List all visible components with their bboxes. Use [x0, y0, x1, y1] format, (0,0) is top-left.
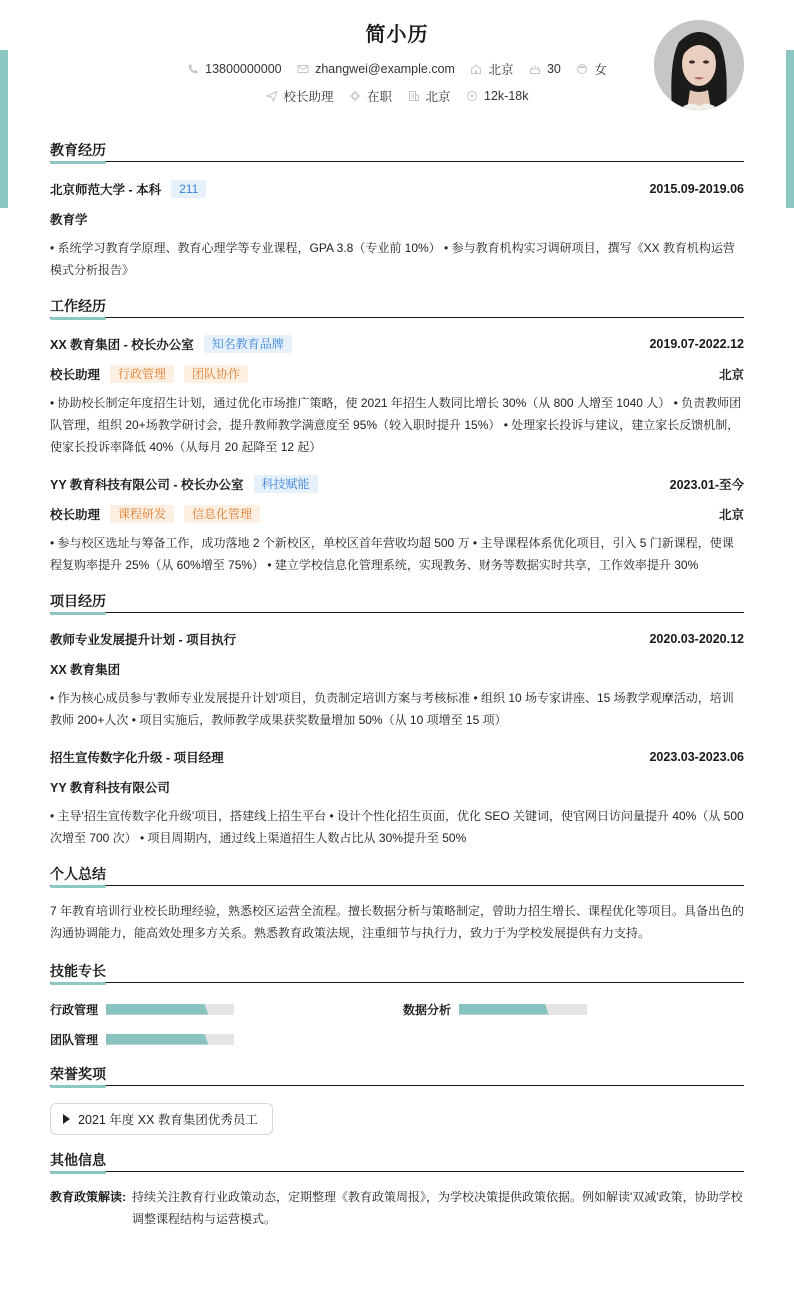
skill-name: 团队管理 — [50, 1032, 99, 1047]
education-date: 2015.09-2019.06 — [649, 182, 744, 196]
job-intent-row — [50, 87, 744, 105]
role-tag: 团队协作 — [184, 365, 248, 383]
skill-name: 数据分析 — [403, 1002, 452, 1017]
section-title-skills: 技能专长 — [50, 961, 744, 983]
project-name-row — [50, 629, 744, 649]
work-description: • 协助校长制定年度招生计划，通过优化市场推广策略，使 2021 年招生人数同比增长 30%（从 800 人增至 1040 人） • 负责教师团队管理，组织 20+场教学研讨会，提升教师教学满意度至 95%（较入职时提升 15%） • 处理家长投诉与建议，建立家长反馈机制，使家长投诉率降低 40%（从每月 20 起降至 12 起） — [50, 396, 742, 454]
other-text: 持续关注教育行业政策动态，定期整理《教育政策周报》，为学校决策提供政策依据。例如解读'双减'政策，协助学校调整课程结构与运营模式。 — [132, 1190, 743, 1226]
project-org: YY 教育科技有限公司 — [50, 781, 170, 795]
left-accent-bar — [0, 50, 8, 208]
school-name: 北京师范大学 - 本科 — [50, 183, 162, 197]
company-tag: 知名教育品牌 — [204, 335, 292, 353]
role-title: 校长助理 — [50, 508, 101, 522]
role-title: 校长助理 — [50, 368, 101, 382]
send-icon — [266, 90, 278, 102]
work-location: 北京 — [718, 508, 744, 522]
work-location: 北京 — [718, 368, 744, 382]
work-role-row — [50, 504, 744, 524]
intent-position: 校长助理 — [266, 87, 334, 105]
skill-bar — [106, 1034, 234, 1045]
project-item — [50, 747, 744, 849]
section-title-work: 工作经历 — [50, 296, 744, 318]
role-tag: 行政管理 — [110, 365, 174, 383]
skill-item — [50, 1001, 403, 1017]
project-description: • 主导'招生宣传数字化升级'项目，搭建线上招生平台 • 设计个性化招生页面，优化 SEO 关键词，使官网日访问量提升 40%（从 500 次增至 700 次） • 项目周期内，通过线上渠道招生人数占比从 30%提升至 50% — [50, 809, 744, 845]
intent-status: 在职 — [349, 87, 392, 105]
salary-icon — [466, 90, 478, 102]
skill-bar — [106, 1004, 234, 1015]
major-row — [50, 209, 744, 229]
work-date: 2019.07-2022.12 — [649, 337, 744, 351]
company-tag: 科技赋能 — [254, 475, 318, 493]
skills-section — [50, 961, 744, 1047]
right-accent-bar — [786, 50, 794, 208]
section-title-awards: 荣誉奖项 — [50, 1064, 744, 1086]
work-item — [50, 334, 744, 458]
award-item[interactable] — [50, 1103, 273, 1135]
disclosure-triangle-icon — [63, 1114, 70, 1124]
project-org: XX 教育集团 — [50, 663, 121, 677]
avatar — [654, 20, 744, 110]
skill-bar-fill — [106, 1034, 208, 1045]
contact-gender: 女 — [576, 60, 607, 78]
intent-salary: 12k-18k — [466, 89, 528, 103]
work-description: • 参与校区选址与筹备工作，成功落地 2 个新校区，单校区首年营收均超 500 万 • 主导课程体系优化项目，引入 5 门新课程，使课程复购率提升 25%（从 60%增至 75%） • 建立学校信息化管理系统，实现教务、财务等数据实时共享，工作效率提升 30% — [50, 536, 734, 572]
gender-icon — [576, 63, 588, 75]
building-icon — [408, 90, 420, 102]
contact-email: zhangwei@example.com — [297, 62, 455, 76]
skill-bar-fill — [459, 1004, 549, 1015]
contact-info-row — [50, 60, 744, 78]
resume-header — [50, 0, 744, 125]
education-description: • 系统学习教育学原理、教育心理学等专业课程，GPA 3.8（专业前 10%） • 参与教育机构实习调研项目，撰写《XX 教育机构运营模式分析报告》 — [50, 241, 735, 277]
candidate-name: 简小历 — [365, 24, 429, 46]
summary-text: 7 年教育培训行业校长助理经验，熟悉校区运营全流程。擅长数据分析与策略制定，曾助力招生增长、课程优化等项目。具备出色的沟通协调能力，能高效处理多方关系。熟悉教育政策法规，注重细节与执行力，致力于为学校发展提供有力支持。 — [50, 904, 745, 940]
award-text: 2021 年度 XX 教育集团优秀员工 — [78, 1113, 258, 1127]
section-title-projects: 项目经历 — [50, 591, 744, 613]
company-name: XX 教育集团 - 校长办公室 — [50, 338, 194, 352]
awards-section — [50, 1064, 744, 1135]
resume-page — [50, 0, 744, 1230]
company-name: YY 教育科技有限公司 - 校长办公室 — [50, 478, 244, 492]
avatar-portrait-icon — [654, 20, 744, 110]
work-company-row — [50, 474, 744, 494]
contact-age: 30 — [529, 62, 561, 76]
role-tag: 课程研发 — [110, 505, 174, 523]
contact-phone: 13800000000 — [187, 62, 281, 76]
work-item — [50, 474, 744, 576]
summary-section — [50, 864, 744, 944]
skill-name: 行政管理 — [50, 1002, 99, 1017]
home-icon — [470, 63, 482, 75]
work-role-row — [50, 364, 744, 384]
work-date: 2023.01-至今 — [669, 478, 744, 492]
section-title-other: 其他信息 — [50, 1150, 744, 1172]
project-item — [50, 629, 744, 731]
project-name: 招生宣传数字化升级 - 项目经理 — [50, 751, 224, 765]
project-org-row — [50, 659, 744, 679]
project-name-row — [50, 747, 744, 767]
intent-city: 北京 — [408, 87, 451, 105]
project-date: 2020.03-2020.12 — [649, 632, 744, 646]
age-icon — [529, 63, 541, 75]
phone-icon — [187, 63, 199, 75]
other-item — [50, 1186, 744, 1230]
other-label: 教育政策解读: — [50, 1190, 126, 1204]
other-section — [50, 1150, 744, 1230]
skill-bar — [459, 1004, 587, 1015]
education-header-row — [50, 179, 744, 199]
skill-item — [50, 1031, 403, 1047]
education-section — [50, 140, 744, 281]
work-company-row — [50, 334, 744, 354]
project-description: • 作为核心成员参与'教师专业发展提升计划'项目，负责制定培训方案与考核标准 • 组织 10 场专家讲座、15 场教学观摩活动，培训教师 200+人次 • 项目实施后，教师教学成果获奖数量增加 50%（从 10 项增至 15 项） — [50, 691, 734, 727]
mail-icon — [297, 63, 309, 75]
skills-grid — [50, 1001, 744, 1047]
project-name: 教师专业发展提升计划 - 项目执行 — [50, 633, 237, 647]
skill-item — [403, 1001, 744, 1017]
role-tag: 信息化管理 — [184, 505, 260, 523]
skill-bar-fill — [106, 1004, 208, 1015]
contact-city: 北京 — [470, 60, 513, 78]
section-title-summary: 个人总结 — [50, 864, 744, 886]
project-date: 2023.03-2023.06 — [649, 750, 744, 764]
work-section — [50, 296, 744, 576]
project-org-row — [50, 777, 744, 797]
projects-section — [50, 591, 744, 849]
status-icon — [349, 90, 361, 102]
major: 教育学 — [50, 213, 88, 227]
section-title-education: 教育经历 — [50, 140, 744, 162]
school-tag: 211 — [171, 180, 206, 198]
